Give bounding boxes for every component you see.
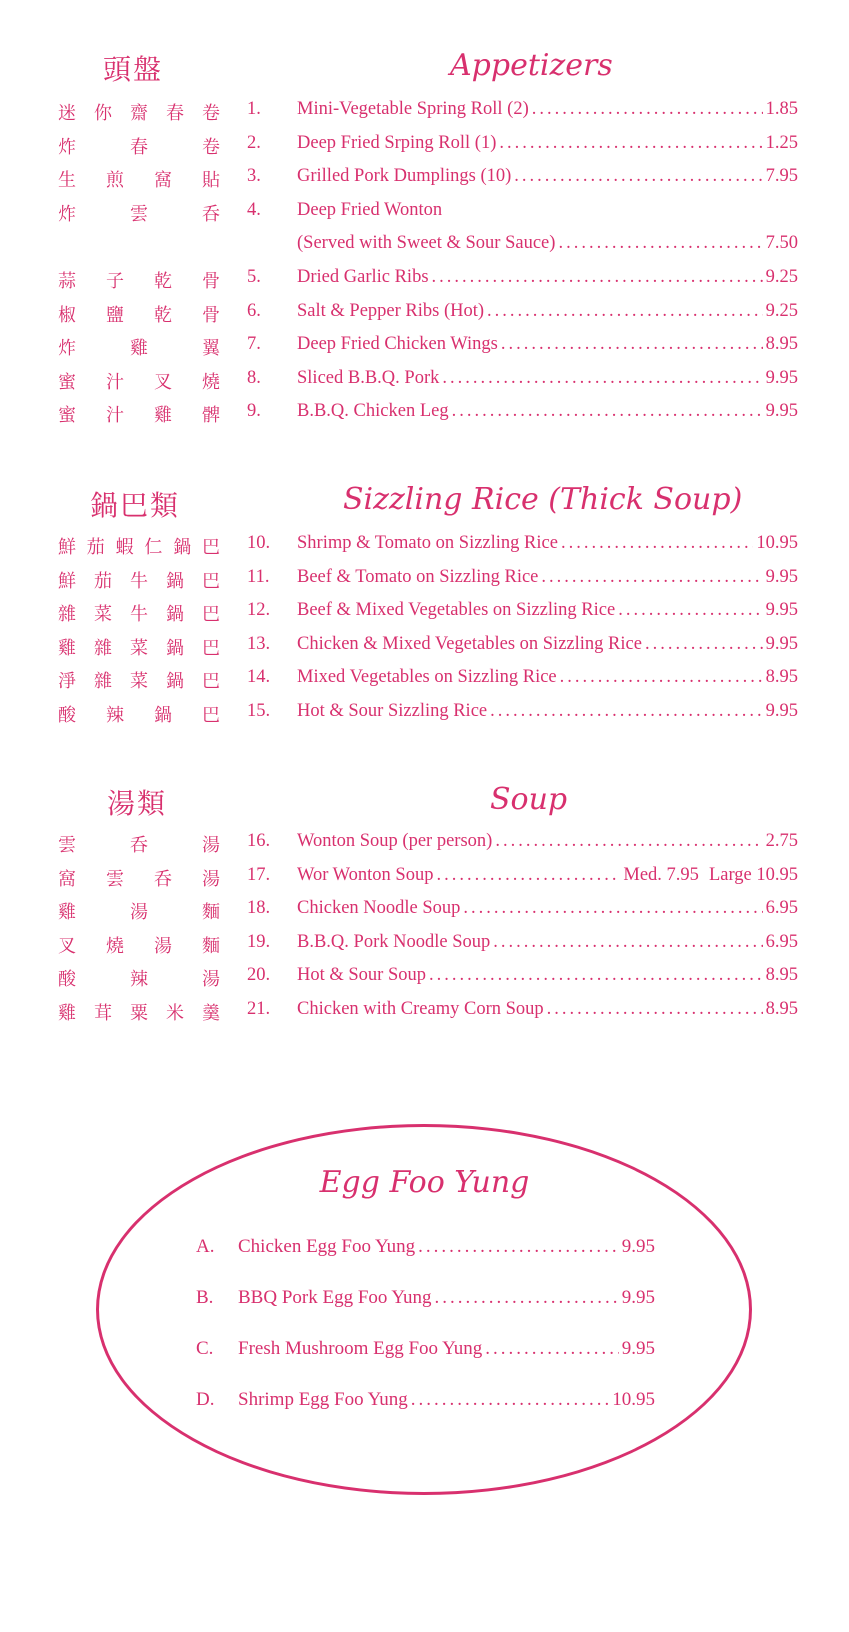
menu-item-number: 9. (247, 401, 261, 422)
menu-item (0, 567, 849, 601)
chinese-char: 你 (94, 103, 112, 124)
menu-item (0, 301, 849, 335)
egg-foo-yung-item (0, 1287, 849, 1321)
menu-item-line (297, 368, 798, 389)
menu-item-number: 10. (247, 533, 271, 553)
chinese-char: 雲 (58, 835, 76, 856)
chinese-char: 鍋 (154, 705, 172, 726)
chinese-char: 巴 (202, 671, 220, 693)
chinese-char: 麵 (202, 902, 220, 924)
menu-item-name: Fresh Mushroom Egg Foo Yung (238, 1338, 483, 1359)
chinese-char: 雜 (94, 671, 112, 693)
menu-item-name: BBQ Pork Egg Foo Yung (238, 1287, 432, 1308)
dot-leader (452, 401, 763, 422)
menu-item-number: 21. (247, 999, 271, 1019)
sizzling-title-en: Sizzling Rice (Thick Soup) (343, 482, 743, 517)
dot-leader (490, 701, 763, 722)
chinese-char: 燒 (106, 935, 124, 957)
menu-item-name: Chicken Egg Foo Yung (238, 1236, 416, 1257)
menu-item-price: 2.75 (765, 831, 798, 851)
chinese-char: 鹽 (106, 304, 124, 326)
dot-leader (561, 533, 753, 554)
menu-item (0, 865, 849, 899)
dot-leader (463, 898, 762, 919)
chinese-char: 炸 (58, 338, 76, 360)
chinese-char: 酸 (58, 969, 76, 991)
menu-item-chinese-name (58, 267, 220, 293)
menu-item-price-medium: Med. 7.95 (623, 864, 699, 885)
menu-item-name: Beef & Mixed Vegetables on Sizzling Rice (297, 600, 616, 621)
chinese-char: 鮮 (58, 570, 76, 592)
menu-item (0, 701, 849, 735)
chinese-char: 炸 (58, 136, 76, 158)
menu-item-line (297, 99, 798, 120)
dot-leader (411, 1389, 609, 1411)
chinese-char: 齋 (130, 103, 148, 124)
menu-item-price: 9.95 (765, 633, 798, 654)
menu-item-line (297, 999, 798, 1020)
menu-item-name: Grilled Pork Dumplings (10) (297, 166, 512, 187)
chinese-char: 乾 (154, 304, 172, 326)
menu-item-number: 6. (247, 300, 261, 321)
menu-item-price: 7.95 (765, 166, 798, 187)
chinese-char: 麵 (202, 935, 220, 957)
chinese-char: 湯 (202, 835, 220, 856)
chinese-char: 巴 (202, 705, 220, 726)
chinese-char: 辣 (106, 705, 124, 726)
chinese-char: 巴 (202, 637, 220, 659)
dot-leader (499, 133, 762, 154)
menu-item-name: Hot & Sour Soup (297, 965, 427, 986)
chinese-char: 鍋 (166, 671, 184, 693)
chinese-char: 子 (106, 271, 124, 292)
menu-item-number: 2. (247, 132, 261, 153)
menu-item-name: Wonton Soup (per person) (297, 831, 493, 851)
chinese-char: 骨 (202, 304, 220, 326)
chinese-char: 菜 (130, 671, 148, 693)
menu-item-line (297, 865, 798, 886)
menu-item-number: 12. (247, 600, 271, 621)
menu-item-chinese-name (58, 965, 220, 991)
chinese-char: 呑 (130, 835, 148, 856)
menu-item (0, 898, 849, 932)
dot-leader (436, 865, 620, 886)
chinese-char: 雞 (58, 1003, 76, 1024)
chinese-char: 春 (130, 136, 148, 158)
chinese-char: 炸 (58, 203, 76, 225)
menu-item-line (297, 932, 798, 953)
menu-item-name: Salt & Pepper Ribs (Hot) (297, 300, 485, 321)
chinese-char: 茸 (94, 1003, 112, 1024)
egg-foo-yung-title: Egg Foo Yung (319, 1165, 530, 1200)
chinese-char: 窩 (58, 868, 76, 890)
chinese-char: 巴 (202, 570, 220, 592)
menu-item-price: 6.95 (765, 931, 798, 952)
menu-item-chinese-name (58, 999, 220, 1025)
menu-item-chinese-name (58, 865, 220, 891)
dot-leader (547, 999, 763, 1020)
menu-item-number: 13. (247, 633, 271, 654)
chinese-char: 雜 (58, 604, 76, 626)
menu-item-line (297, 898, 798, 919)
menu-item-chinese-name (58, 368, 220, 394)
menu-item-price: 8.95 (765, 667, 798, 688)
chinese-char: 卷 (202, 103, 220, 124)
menu-item-number: 17. (247, 864, 271, 885)
menu-item-letter: D. (196, 1389, 215, 1410)
dot-leader (541, 567, 762, 588)
chinese-char: 鍋 (166, 604, 184, 626)
menu-item-name: Deep Fried Chicken Wings (297, 334, 498, 355)
chinese-char: 淨 (58, 671, 76, 693)
chinese-char: 春 (166, 103, 184, 124)
menu-item-chinese-name (58, 166, 220, 192)
chinese-char: 鍋 (166, 637, 184, 659)
chinese-char: 牛 (130, 604, 148, 626)
menu-item-price: 9.95 (765, 401, 798, 422)
egg-foo-yung-item (0, 1236, 849, 1270)
menu-item-price: 8.95 (765, 334, 798, 355)
menu-item-note: (Served with Sweet & Sour Sauce) (297, 233, 556, 254)
menu-item-chinese-name (58, 99, 220, 125)
menu-item-line (297, 533, 798, 554)
chinese-char: 湯 (202, 868, 220, 890)
menu-item-price: 10.95 (756, 533, 798, 553)
chinese-char: 雞 (154, 405, 172, 427)
menu-item-number: 15. (247, 701, 271, 721)
menu-item-number: 5. (247, 267, 261, 287)
soup-title-zh: 湯類 (107, 787, 168, 820)
menu-item (0, 401, 849, 435)
chinese-char: 湯 (202, 969, 220, 991)
menu-item-price: 1.25 (765, 132, 798, 153)
chinese-char: 巴 (202, 604, 220, 626)
menu-item-line (297, 166, 798, 187)
chinese-char: 辣 (130, 969, 148, 991)
appetizers-title-en: Appetizers (450, 48, 613, 83)
menu-item-price: 1.85 (765, 99, 798, 119)
dot-leader (485, 1338, 619, 1360)
dot-leader (495, 831, 762, 852)
menu-item-name: Beef & Tomato on Sizzling Rice (297, 566, 539, 587)
chinese-char: 呑 (154, 868, 172, 890)
menu-item-line (297, 401, 798, 422)
menu-item-price: 9.95 (621, 1287, 655, 1308)
chinese-char: 叉 (58, 935, 76, 957)
menu-item-line (238, 1338, 655, 1360)
menu-item-price: 8.95 (765, 965, 798, 986)
dot-leader (501, 334, 763, 355)
menu-item-line (297, 233, 798, 254)
menu-item-price: 8.95 (765, 999, 798, 1019)
chinese-char: 呑 (202, 203, 220, 225)
menu-item-price: 9.95 (765, 367, 798, 388)
dot-leader (514, 166, 762, 187)
menu-item-price: 6.95 (765, 898, 798, 919)
menu-item-line (297, 667, 798, 688)
chinese-char: 菜 (94, 604, 112, 626)
chinese-char: 雲 (106, 868, 124, 890)
menu-item-line (297, 600, 798, 621)
menu-item-name: Chicken Noodle Soup (297, 898, 461, 919)
chinese-char: 燒 (202, 371, 220, 393)
chinese-char: 茄 (86, 537, 105, 558)
chinese-char: 仁 (144, 537, 163, 558)
menu-item (0, 166, 849, 200)
menu-item-line (297, 133, 798, 154)
menu-item (0, 533, 849, 567)
menu-item (0, 600, 849, 634)
chinese-char: 叉 (154, 371, 172, 393)
soup-title-en: Soup (490, 782, 568, 817)
chinese-char: 貼 (202, 170, 220, 192)
menu-item-letter: A. (196, 1236, 215, 1257)
menu-item (0, 667, 849, 701)
menu-item-line (238, 1389, 655, 1411)
menu-item-price: 9.95 (621, 1338, 655, 1359)
menu-item-number: 8. (247, 367, 261, 388)
chinese-char: 茄 (94, 570, 112, 592)
menu-item-line (297, 701, 798, 722)
chinese-char: 生 (58, 170, 76, 192)
dot-leader (618, 600, 762, 621)
menu-item-name: Sliced B.B.Q. Pork (297, 367, 440, 388)
menu-item-name: Chicken & Mixed Vegetables on Sizzling Rice (297, 633, 642, 654)
chinese-char: 骨 (202, 271, 220, 292)
menu-item (0, 99, 849, 133)
dot-leader (442, 368, 762, 389)
menu-item-price: 9.95 (765, 701, 798, 721)
menu-item-name: Mini-Vegetable Spring Roll (2) (297, 99, 529, 119)
menu-item-price: 9.25 (765, 267, 798, 287)
menu-item-line (297, 334, 798, 355)
chinese-char: 蝦 (115, 537, 134, 558)
menu-item-name: Deep Fried Wonton (297, 199, 443, 220)
menu-item-chinese-name (58, 701, 220, 727)
chinese-char: 汁 (106, 371, 124, 393)
chinese-char: 米 (166, 1003, 184, 1024)
dot-leader (487, 301, 763, 322)
menu-item-line (238, 1287, 655, 1309)
dot-leader (432, 267, 763, 288)
dot-leader (645, 634, 763, 655)
menu-item-line (297, 200, 798, 221)
menu-item-chinese-name (58, 831, 220, 857)
menu-item-price: 9.95 (621, 1236, 655, 1257)
menu-item-letter: C. (196, 1338, 214, 1359)
menu-item-number: 16. (247, 831, 271, 851)
chinese-char: 煎 (106, 170, 124, 192)
menu-item (0, 133, 849, 167)
menu-item-number: 20. (247, 965, 271, 986)
menu-item-number: 19. (247, 931, 271, 952)
menu-item (0, 334, 849, 368)
chinese-char: 乾 (154, 271, 172, 292)
dot-leader (532, 99, 763, 120)
menu-item-continuation (0, 233, 849, 267)
menu-item-name: B.B.Q. Chicken Leg (297, 401, 449, 422)
chinese-char: 鮮 (58, 537, 76, 558)
menu-item (0, 200, 849, 234)
menu-item-number: 3. (247, 166, 261, 187)
menu-item-line (297, 267, 798, 288)
egg-foo-yung-item (0, 1389, 849, 1423)
menu-item-name: Chicken with Creamy Corn Soup (297, 999, 544, 1019)
chinese-char: 汁 (106, 405, 124, 427)
menu-item-chinese-name (58, 600, 220, 626)
chinese-char: 翼 (202, 338, 220, 360)
chinese-char: 雞 (130, 338, 148, 360)
menu-item-number: 4. (247, 199, 261, 220)
menu-item (0, 999, 849, 1033)
chinese-char: 蜜 (58, 405, 76, 427)
menu-item-price: 9.25 (765, 300, 798, 321)
menu-item-chinese-name (58, 200, 220, 226)
menu-item-name: Shrimp Egg Foo Yung (238, 1389, 408, 1410)
chinese-char: 菜 (130, 637, 148, 659)
sizzling-title-zh: 鍋巴類 (90, 489, 181, 522)
menu-item-name: B.B.Q. Pork Noodle Soup (297, 931, 491, 952)
menu-item-line (297, 634, 798, 655)
menu-item-number: 1. (247, 99, 261, 119)
chinese-char: 雞 (58, 637, 76, 659)
menu-item-price: 10.95 (612, 1389, 655, 1410)
menu-item-number: 14. (247, 667, 271, 688)
menu-item-chinese-name (58, 401, 220, 427)
dot-leader (418, 1236, 619, 1258)
appetizers-title-zh: 頭盤 (103, 53, 164, 86)
chinese-char: 湯 (130, 902, 148, 924)
dot-leader (558, 233, 762, 254)
menu-item-name: Deep Fried Srping Roll (1) (297, 132, 497, 153)
chinese-char: 蒜 (58, 271, 76, 292)
menu-item (0, 267, 849, 301)
chinese-char: 酸 (58, 705, 76, 726)
menu-item-name: Shrimp & Tomato on Sizzling Rice (297, 533, 558, 553)
menu-item-name: Hot & Sour Sizzling Rice (297, 701, 488, 721)
chinese-char: 鍋 (173, 537, 192, 558)
menu-item (0, 965, 849, 999)
menu-item-chinese-name (58, 533, 220, 559)
chinese-char: 髀 (202, 405, 220, 427)
menu-item-line (297, 965, 798, 986)
menu-item (0, 932, 849, 966)
chinese-char: 雜 (94, 637, 112, 659)
dot-leader (435, 1287, 619, 1309)
menu-item-price: 9.95 (765, 566, 798, 587)
menu-item-chinese-name (58, 301, 220, 327)
egg-foo-yung-item (0, 1338, 849, 1372)
dot-leader (429, 965, 763, 986)
menu-item (0, 831, 849, 865)
menu-item-chinese-name (58, 667, 220, 693)
chinese-char: 卷 (202, 136, 220, 158)
dot-leader (560, 667, 763, 688)
chinese-char: 粟 (130, 1003, 148, 1024)
menu-item-number: 7. (247, 334, 261, 355)
menu-item-line (297, 567, 798, 588)
menu-item-chinese-name (58, 567, 220, 593)
menu-item-chinese-name (58, 133, 220, 159)
chinese-char: 椒 (58, 304, 76, 326)
menu-item-price: 7.50 (765, 233, 798, 254)
menu-item-letter: B. (196, 1287, 214, 1308)
menu-item-chinese-name (58, 334, 220, 360)
menu-item-line (238, 1236, 655, 1258)
menu-item-price: Large 10.95 (708, 864, 798, 885)
chinese-char: 牛 (130, 570, 148, 592)
menu-item-chinese-name (58, 634, 220, 660)
menu-item (0, 634, 849, 668)
chinese-char: 羹 (202, 1003, 220, 1024)
menu-item-name: Dried Garlic Ribs (297, 267, 429, 287)
menu-item-number: 18. (247, 898, 271, 919)
chinese-char: 鍋 (166, 570, 184, 592)
menu-item-price: 9.95 (765, 600, 798, 621)
menu-item-name: Wor Wonton Soup (297, 864, 434, 885)
chinese-char: 蜜 (58, 371, 76, 393)
chinese-char: 雲 (130, 203, 148, 225)
menu-item-line (297, 831, 798, 852)
chinese-char: 窩 (154, 170, 172, 192)
dot-leader (493, 932, 762, 953)
chinese-char: 迷 (58, 103, 76, 124)
menu-item-number: 11. (247, 566, 270, 587)
chinese-char: 湯 (154, 935, 172, 957)
menu-item-chinese-name (58, 932, 220, 958)
chinese-char: 雞 (58, 902, 76, 924)
menu-item-line (297, 301, 798, 322)
menu-item-name: Mixed Vegetables on Sizzling Rice (297, 667, 557, 688)
menu-item (0, 368, 849, 402)
menu-item-chinese-name (58, 898, 220, 924)
chinese-char: 巴 (201, 537, 220, 558)
